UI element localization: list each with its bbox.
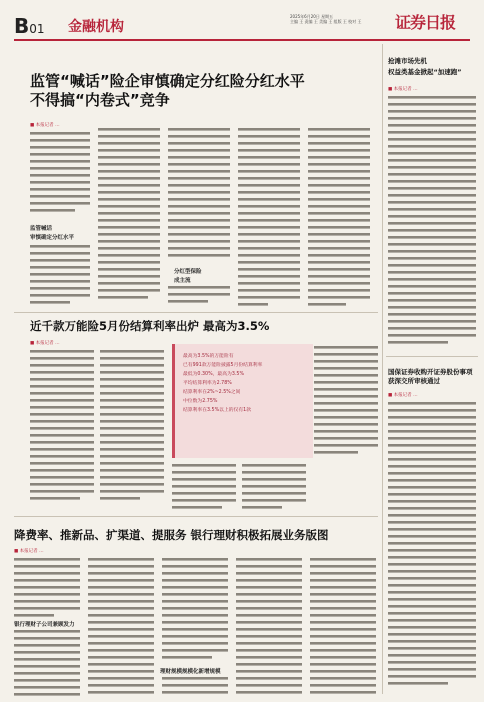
edition-letter: B [14, 14, 30, 38]
divider [14, 312, 378, 313]
highlight-line: 最低为0.30%，最高为3.5% [183, 372, 245, 377]
third-headline: 降费率、推新品、扩渠道、提服务 银行理财积极拓展业务版图 [14, 528, 329, 542]
right-story2-body [388, 400, 476, 696]
edition-number: 01 [29, 22, 45, 36]
third-subhead-2: 理财规模规模化新增规模 [160, 669, 221, 675]
highlight-line: 结算利率在3.5%以上的仅有1款 [183, 408, 252, 413]
divider [14, 516, 378, 517]
right-story1-text [388, 94, 476, 350]
second-body-bottom [172, 462, 378, 512]
second-headline: 近千款万能险5月份结算利率出炉 最高为3.5% [30, 319, 270, 333]
third-body [14, 556, 378, 698]
second-byline: ■ 本报记者 … [30, 341, 60, 346]
lead-col-1 [30, 130, 90, 310]
right-story1-byline: ■ 本报记者 … [388, 87, 418, 92]
right-story2-title-line1: 国保证券收购开证券股份事项 [388, 368, 473, 376]
masthead-logo: 证券日报 [395, 13, 456, 32]
second-body-right-text [314, 344, 378, 462]
lead-body-columns [98, 124, 370, 310]
section-name: 金融机构 [68, 19, 124, 35]
highlight-line: 结算利率在2%~2.5%之间 [183, 390, 241, 395]
third-subhead-1: 银行理财子公司兼顾发力 [14, 622, 75, 628]
lead-headline [30, 72, 350, 110]
third-byline: ■ 本报记者 … [14, 549, 44, 554]
lead-headline-line2: 不得搞“内卷式”竞争 [30, 91, 170, 109]
divider [386, 356, 478, 357]
right-story2-byline: ■ 本报记者 … [388, 393, 418, 398]
highlight-line: 已有991款万能险披露5月份结算利率 [183, 363, 263, 368]
lead-col-1-text [30, 130, 90, 310]
header-rule [14, 39, 470, 41]
highlight-box [172, 344, 313, 458]
lead-body-text [98, 124, 370, 310]
edition-mark [14, 14, 45, 38]
highlight-line: 平均结算利率为2.78% [183, 381, 232, 386]
lead-subhead-2: 审慎确定分红水平 [30, 235, 75, 241]
second-body-right [314, 344, 378, 462]
highlight-line: 中位数为2.75% [183, 399, 218, 404]
issue-meta [290, 14, 390, 24]
right-kicker: 抢滩市场先机 [388, 57, 427, 65]
issue-editors: 主编 王 责编 王 美编 王 组版 王 校对 王 [290, 19, 362, 24]
right-story2-title [388, 368, 478, 386]
lead-subhead-4: 成主流 [174, 278, 191, 284]
right-story2-text [388, 400, 476, 696]
third-body-text [14, 556, 378, 698]
right-story1-body [388, 94, 476, 350]
lead-headline-line1: 监管“喊话”险企审慎确定分红险分红水平 [30, 72, 305, 90]
page-header [0, 0, 484, 40]
right-story1-title: 权益类基金掀起“加速跑” [388, 68, 462, 76]
lead-subhead-3: 分红型保险 [174, 269, 202, 275]
second-body-bottom-text [172, 462, 378, 512]
issue-date: 2025年6月20日 星期五 [290, 14, 334, 19]
second-body-left-text [30, 348, 166, 508]
second-body-left [30, 348, 166, 508]
lead-byline: ■ 本报记者 … [30, 123, 60, 128]
right-story2-title-line2: 获深交所审核通过 [388, 377, 440, 385]
lead-subhead-1: 监管喊话 [30, 226, 53, 232]
highlight-line: 最高为3.5%的万能险有 [183, 354, 234, 359]
column-divider [382, 44, 383, 694]
